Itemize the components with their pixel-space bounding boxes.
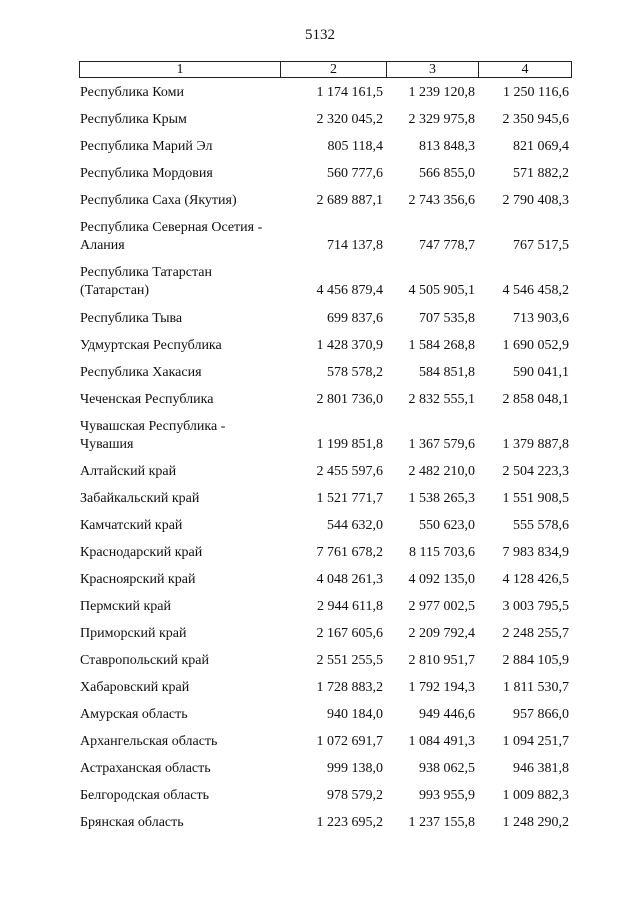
region-name-line: Брянская область xyxy=(80,815,184,830)
value-cell-v2: 805 118,4 xyxy=(327,139,383,154)
region-name xyxy=(79,418,279,454)
region-name-line: Республика Мордовия xyxy=(80,166,213,181)
value-cell-v2: 4 048 261,3 xyxy=(316,572,383,587)
table-header xyxy=(79,61,572,78)
value-cell-v4: 1 248 290,2 xyxy=(502,815,569,830)
value-cell-v4: 713 903,6 xyxy=(513,311,569,326)
table-row xyxy=(79,264,570,300)
region-name xyxy=(79,264,279,300)
region-name-line: Алания xyxy=(80,238,125,253)
value-cell-v3: 8 115 703,6 xyxy=(409,545,475,560)
value-cell-v4: 1 009 882,3 xyxy=(502,788,569,803)
value-cell-v2: 2 167 605,6 xyxy=(316,626,383,641)
region-name-line: Приморский край xyxy=(80,626,187,641)
value-cell-v2: 714 137,8 xyxy=(327,238,383,253)
value-cell-v4: 821 069,4 xyxy=(513,139,569,154)
value-cell-v3: 2 977 002,5 xyxy=(408,599,475,614)
value-cell-v3: 1 584 268,8 xyxy=(408,338,475,353)
value-cell-v4: 4 546 458,2 xyxy=(502,283,569,298)
value-cell-v2: 1 199 851,8 xyxy=(316,437,383,452)
value-cell-v2: 1 428 370,9 xyxy=(316,338,383,353)
region-name xyxy=(79,706,279,724)
table-row xyxy=(79,571,570,589)
value-cell-v2: 699 837,6 xyxy=(327,311,383,326)
value-cell-v2: 1 174 161,5 xyxy=(316,85,383,100)
value-cell-v3: 1 239 120,8 xyxy=(408,85,475,100)
region-name xyxy=(79,219,279,255)
region-name-line: Астраханская область xyxy=(80,761,211,776)
region-name xyxy=(79,111,279,129)
region-name xyxy=(79,463,279,481)
value-cell-v3: 4 505 905,1 xyxy=(408,283,475,298)
value-cell-v4: 2 504 223,3 xyxy=(502,464,569,479)
header-col-3: 3 xyxy=(386,62,478,77)
region-name-line: Республика Саха (Якутия) xyxy=(80,193,237,208)
value-cell-v2: 4 456 879,4 xyxy=(316,283,383,298)
value-cell-v3: 2 832 555,1 xyxy=(408,392,475,407)
value-cell-v2: 2 455 597,6 xyxy=(316,464,383,479)
region-name-line: (Татарстан) xyxy=(80,283,150,298)
value-cell-v4: 7 983 834,9 xyxy=(502,545,569,560)
region-name xyxy=(79,814,279,832)
value-cell-v2: 2 944 611,8 xyxy=(317,599,383,614)
value-cell-v3: 813 848,3 xyxy=(419,139,475,154)
value-cell-v4: 571 882,2 xyxy=(513,166,569,181)
table-row xyxy=(79,391,570,409)
value-cell-v3: 550 623,0 xyxy=(419,518,475,533)
value-cell-v3: 707 535,8 xyxy=(419,311,475,326)
region-name xyxy=(79,598,279,616)
table-row xyxy=(79,733,570,751)
region-name xyxy=(79,571,279,589)
region-name-line: Амурская область xyxy=(80,707,188,722)
value-cell-v3: 1 792 194,3 xyxy=(408,680,475,695)
value-cell-v3: 4 092 135,0 xyxy=(408,572,475,587)
value-cell-v4: 946 381,8 xyxy=(513,761,569,776)
table-row xyxy=(79,111,570,129)
region-name-line: Республика Крым xyxy=(80,112,187,127)
value-cell-v3: 2 209 792,4 xyxy=(408,626,475,641)
value-cell-v2: 1 223 695,2 xyxy=(316,815,383,830)
table-row xyxy=(79,787,570,805)
region-name-line: Чеченская Республика xyxy=(80,392,214,407)
value-cell-v2: 999 138,0 xyxy=(327,761,383,776)
table-row xyxy=(79,310,570,328)
value-cell-v3: 993 955,9 xyxy=(419,788,475,803)
region-name-line: Чувашия xyxy=(80,437,134,452)
value-cell-v4: 1 690 052,9 xyxy=(502,338,569,353)
value-cell-v4: 2 790 408,3 xyxy=(502,193,569,208)
region-name xyxy=(79,679,279,697)
region-name-line: Белгородская область xyxy=(80,788,210,803)
value-cell-v2: 2 551 255,5 xyxy=(316,653,383,668)
value-cell-v3: 949 446,6 xyxy=(419,707,475,722)
table-row xyxy=(79,760,570,778)
value-cell-v2: 7 761 678,2 xyxy=(316,545,383,560)
region-name xyxy=(79,337,279,355)
region-name-line: Республика Татарстан xyxy=(80,265,213,280)
table-row xyxy=(79,652,570,670)
table-row xyxy=(79,463,570,481)
value-cell-v2: 2 689 887,1 xyxy=(316,193,383,208)
value-cell-v2: 2 801 736,0 xyxy=(316,392,383,407)
region-name xyxy=(79,364,279,382)
region-name xyxy=(79,84,279,102)
region-name xyxy=(79,165,279,183)
table-row xyxy=(79,706,570,724)
header-col-4: 4 xyxy=(478,62,571,77)
table-row xyxy=(79,544,570,562)
table-row xyxy=(79,490,570,508)
region-name-line: Архангельская область xyxy=(80,734,218,749)
value-cell-v4: 4 128 426,5 xyxy=(502,572,569,587)
region-name-line: Забайкальский край xyxy=(80,491,200,506)
region-name-line: Республика Марий Эл xyxy=(80,139,213,154)
value-cell-v2: 1 072 691,7 xyxy=(316,734,383,749)
region-name-line: Удмуртская Республика xyxy=(80,338,222,353)
region-name-line: Краснодарский край xyxy=(80,545,203,560)
value-cell-v3: 2 482 210,0 xyxy=(408,464,475,479)
value-cell-v2: 1 728 883,2 xyxy=(316,680,383,695)
region-name-line: Камчатский край xyxy=(80,518,183,533)
header-col-2: 2 xyxy=(280,62,386,77)
region-name xyxy=(79,652,279,670)
value-cell-v2: 560 777,6 xyxy=(327,166,383,181)
value-cell-v2: 578 578,2 xyxy=(327,365,383,380)
value-cell-v3: 1 538 265,3 xyxy=(408,491,475,506)
table-row xyxy=(79,814,570,832)
budget-table xyxy=(79,61,572,830)
value-cell-v4: 1 811 530,7 xyxy=(503,680,569,695)
value-cell-v4: 957 866,0 xyxy=(513,707,569,722)
table-row xyxy=(79,219,570,255)
region-name-line: Республика Хакасия xyxy=(80,365,202,380)
table-row xyxy=(79,138,570,156)
header-col-1: 1 xyxy=(176,62,184,77)
value-cell-v4: 1 250 116,6 xyxy=(503,85,569,100)
region-name-line: Ставропольский край xyxy=(80,653,209,668)
table-row xyxy=(79,165,570,183)
value-cell-v3: 2 743 356,6 xyxy=(408,193,475,208)
value-cell-v2: 940 184,0 xyxy=(327,707,383,722)
region-name-line: Хабаровский край xyxy=(80,680,190,695)
region-name-line: Республика Северная Осетия - xyxy=(80,220,263,235)
page-number: 5132 xyxy=(305,27,335,43)
region-name-line: Республика Тыва xyxy=(80,311,183,326)
value-cell-v4: 2 884 105,9 xyxy=(502,653,569,668)
value-cell-v3: 938 062,5 xyxy=(419,761,475,776)
value-cell-v4: 3 003 795,5 xyxy=(502,599,569,614)
value-cell-v4: 2 248 255,7 xyxy=(502,626,569,641)
value-cell-v2: 1 521 771,7 xyxy=(316,491,383,506)
region-name xyxy=(79,517,279,535)
table-row xyxy=(79,679,570,697)
table-row xyxy=(79,364,570,382)
table-row xyxy=(79,192,570,210)
table-row xyxy=(79,625,570,643)
region-name-line: Красноярский край xyxy=(80,572,196,587)
value-cell-v4: 590 041,1 xyxy=(513,365,569,380)
region-name xyxy=(79,787,279,805)
value-cell-v4: 2 350 945,6 xyxy=(502,112,569,127)
value-cell-v4: 1 379 887,8 xyxy=(502,437,569,452)
region-name-line: Республика Коми xyxy=(80,85,184,100)
value-cell-v2: 978 579,2 xyxy=(327,788,383,803)
value-cell-v3: 584 851,8 xyxy=(419,365,475,380)
region-name xyxy=(79,138,279,156)
value-cell-v4: 555 578,6 xyxy=(513,518,569,533)
region-name xyxy=(79,760,279,778)
region-name xyxy=(79,192,279,210)
region-name xyxy=(79,391,279,409)
value-cell-v3: 2 810 951,7 xyxy=(408,653,475,668)
region-name xyxy=(79,310,279,328)
value-cell-v3: 566 855,0 xyxy=(419,166,475,181)
table-row xyxy=(79,418,570,454)
value-cell-v4: 2 858 048,1 xyxy=(502,392,569,407)
value-cell-v3: 1 084 491,3 xyxy=(408,734,475,749)
region-name-line: Алтайский край xyxy=(80,464,177,479)
region-name-line: Чувашская Республика - xyxy=(80,419,226,434)
value-cell-v2: 544 632,0 xyxy=(327,518,383,533)
table-row xyxy=(79,337,570,355)
region-name-line: Пермский край xyxy=(80,599,171,614)
region-name xyxy=(79,544,279,562)
table-row xyxy=(79,84,570,102)
value-cell-v4: 1 094 251,7 xyxy=(502,734,569,749)
value-cell-v3: 1 367 579,6 xyxy=(408,437,475,452)
value-cell-v4: 1 551 908,5 xyxy=(502,491,569,506)
region-name xyxy=(79,625,279,643)
region-name xyxy=(79,490,279,508)
value-cell-v2: 2 320 045,2 xyxy=(316,112,383,127)
value-cell-v4: 767 517,5 xyxy=(513,238,569,253)
value-cell-v3: 747 778,7 xyxy=(419,238,475,253)
region-name xyxy=(79,733,279,751)
table-row xyxy=(79,517,570,535)
table-row xyxy=(79,598,570,616)
value-cell-v3: 2 329 975,8 xyxy=(408,112,475,127)
value-cell-v3: 1 237 155,8 xyxy=(408,815,475,830)
